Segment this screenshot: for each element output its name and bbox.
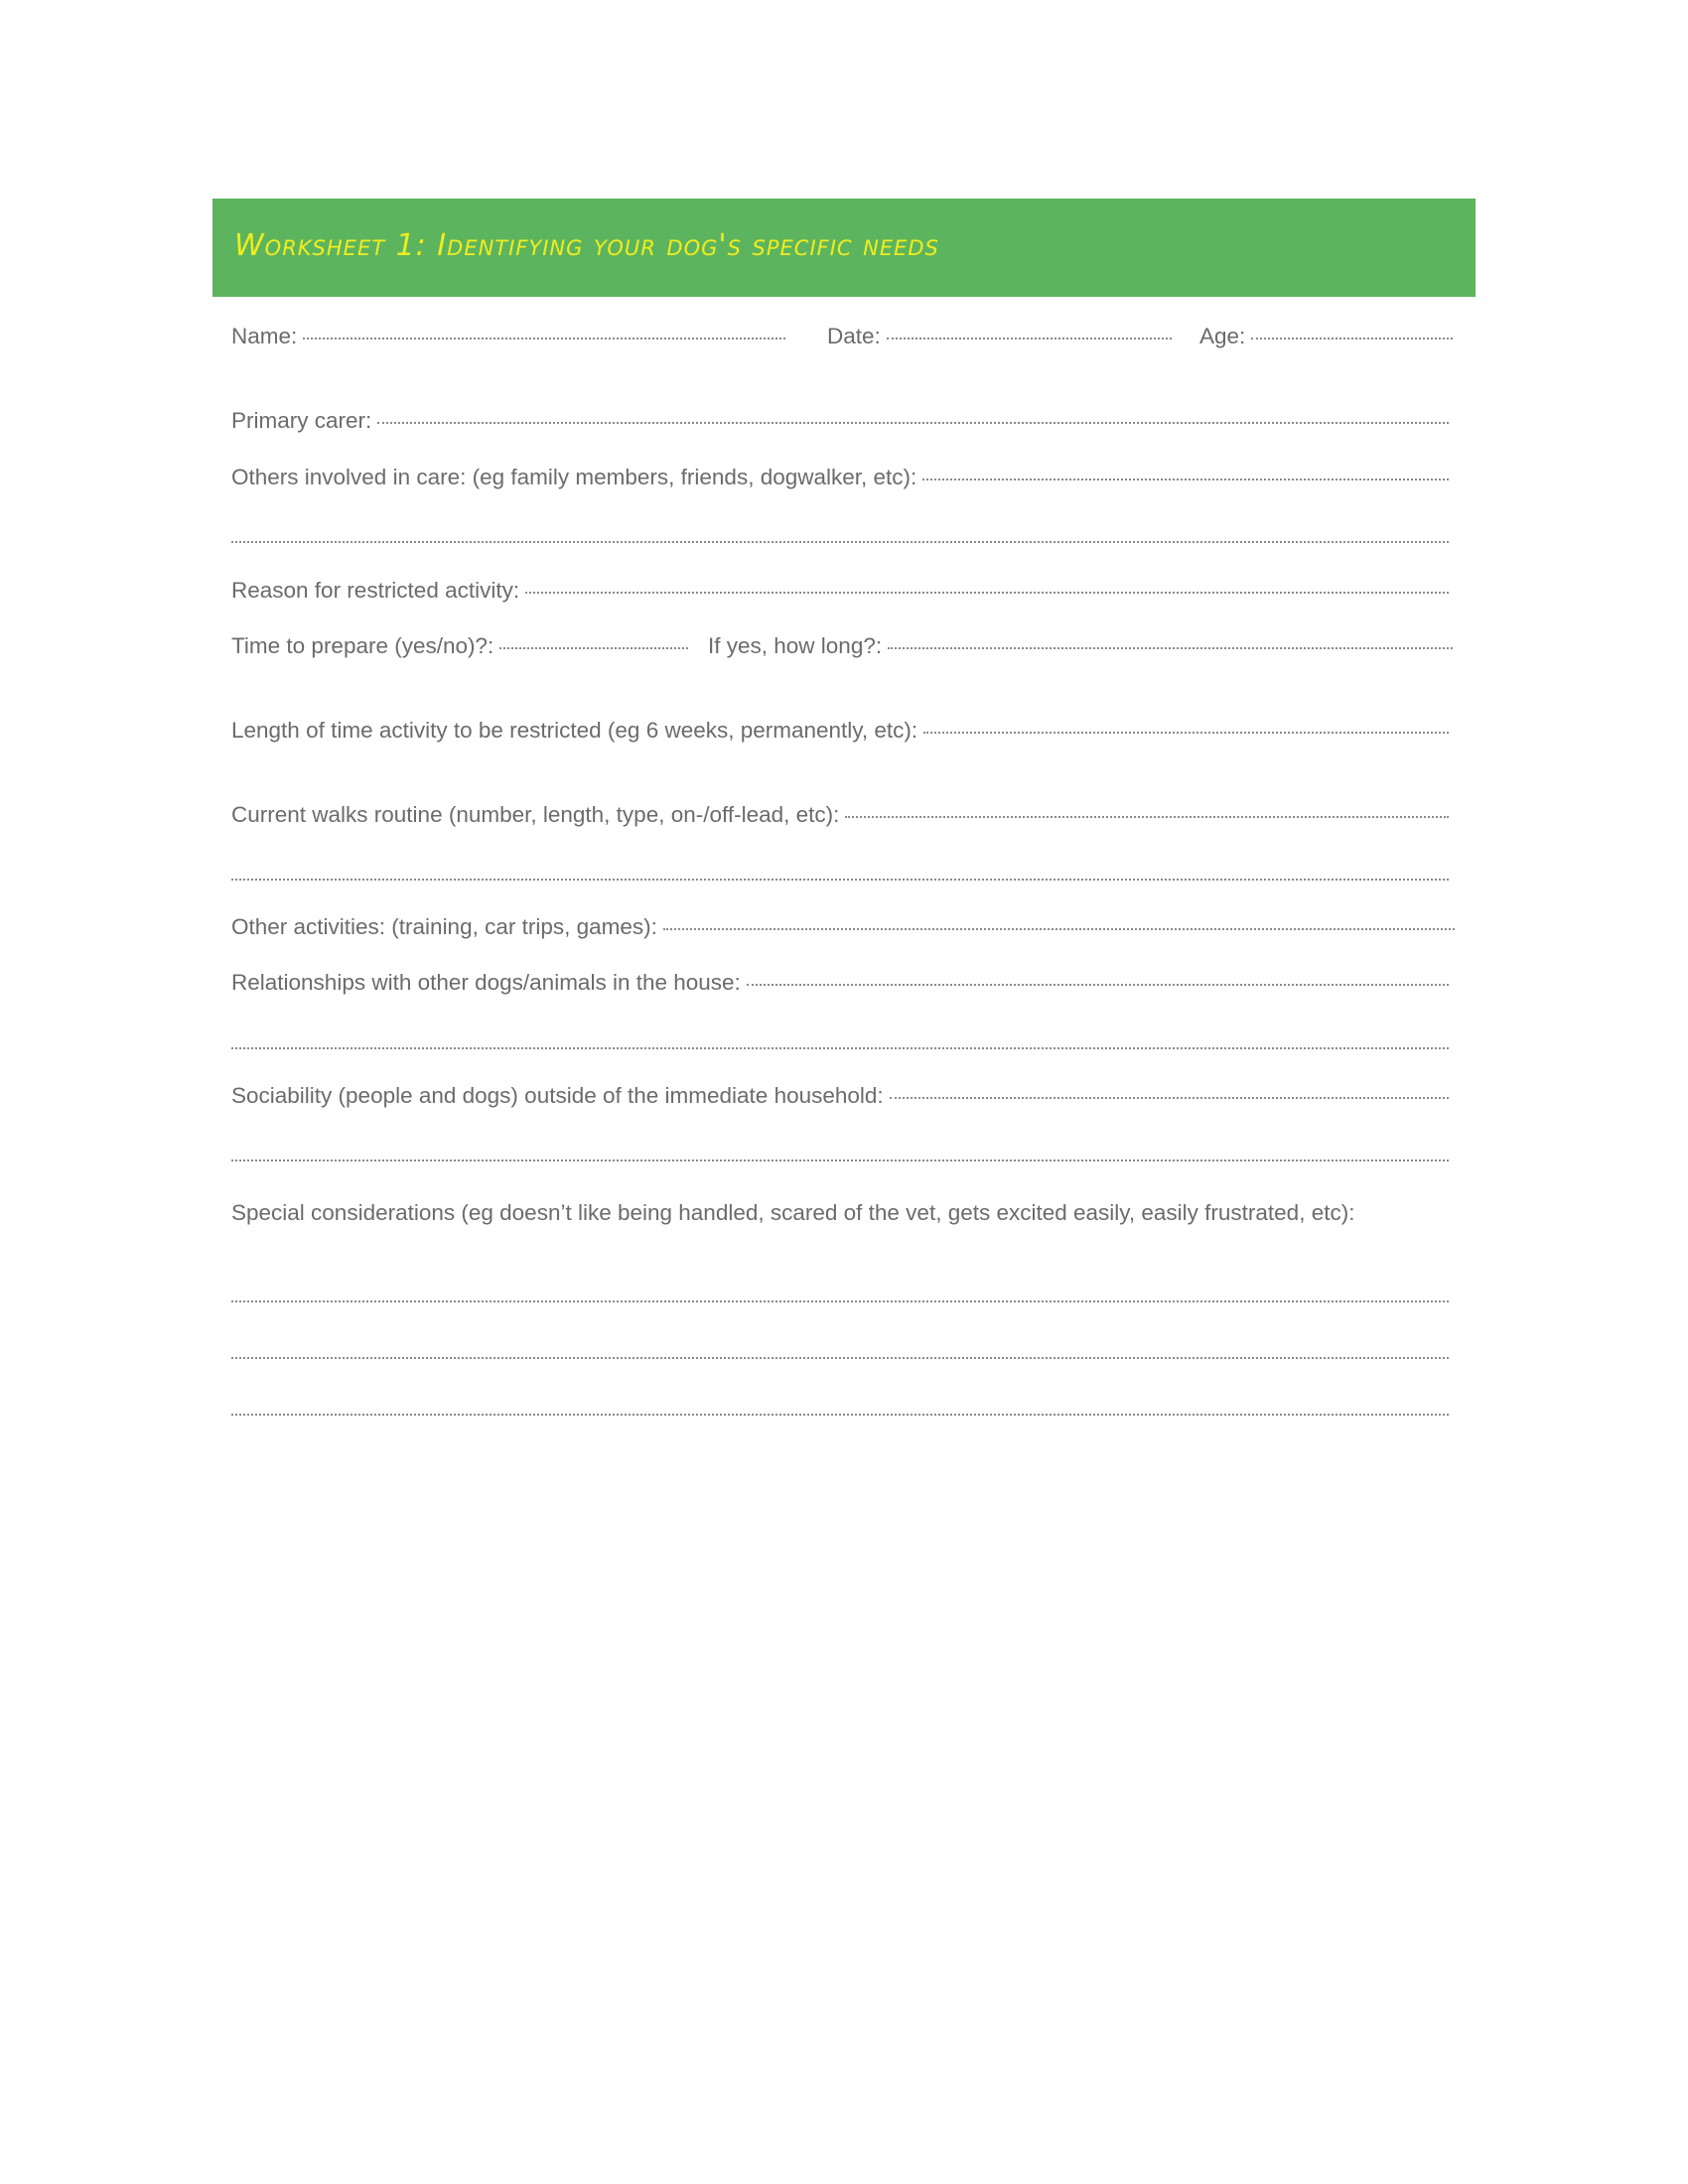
relationships-field[interactable] xyxy=(231,970,1449,1010)
name-blank[interactable] xyxy=(303,338,785,340)
reason-restricted-field[interactable] xyxy=(231,578,1449,617)
name-label: Name: xyxy=(231,324,298,348)
current-walks-label: Current walks routine (number, length, type, on-/off-lead, etc): xyxy=(231,802,840,827)
how-long-label: If yes, how long?: xyxy=(708,633,883,658)
special-considerations-line-2[interactable] xyxy=(231,1357,1449,1359)
others-involved-field[interactable] xyxy=(231,465,1449,504)
other-activities-label: Other activities: (training, car trips, games): xyxy=(231,914,657,939)
how-long-field[interactable] xyxy=(708,633,1453,659)
primary-carer-blank[interactable] xyxy=(377,422,1449,424)
date-blank[interactable] xyxy=(887,338,1172,340)
primary-carer-label: Primary carer: xyxy=(231,408,372,433)
primary-carer-field[interactable] xyxy=(231,408,1449,448)
time-to-prepare-label: Time to prepare (yes/no)?: xyxy=(231,633,494,658)
current-walks-blank[interactable] xyxy=(845,816,1449,818)
special-considerations-line-1[interactable] xyxy=(231,1300,1449,1302)
relationships-blank[interactable] xyxy=(747,984,1449,986)
others-involved-extra-line[interactable] xyxy=(231,541,1449,543)
time-to-prepare-field[interactable] xyxy=(231,633,708,659)
age-blank[interactable] xyxy=(1251,338,1453,340)
reason-restricted-blank[interactable] xyxy=(525,592,1449,594)
age-field[interactable] xyxy=(1199,324,1453,349)
length-of-time-blank[interactable] xyxy=(923,732,1449,734)
relationships-extra-line[interactable] xyxy=(231,1047,1449,1049)
age-label: Age: xyxy=(1199,324,1246,348)
current-walks-field[interactable] xyxy=(231,802,1449,842)
row-name-date-age xyxy=(231,324,1453,363)
sociability-field[interactable] xyxy=(231,1083,1449,1123)
worksheet-header-band xyxy=(212,199,1476,297)
special-considerations-line-3[interactable] xyxy=(231,1414,1449,1416)
sociability-blank[interactable] xyxy=(890,1097,1449,1099)
others-involved-label: Others involved in care: (eg family members, friends, dogwalker, etc): xyxy=(231,465,917,489)
date-field[interactable] xyxy=(827,324,1199,349)
worksheet-title: Worksheet 1: Identifying your dog's specific needs xyxy=(234,228,939,263)
name-field[interactable] xyxy=(231,324,827,349)
row-time-to-prepare xyxy=(231,633,1453,673)
sociability-extra-line[interactable] xyxy=(231,1160,1449,1161)
other-activities-field[interactable] xyxy=(231,914,1455,954)
other-activities-blank[interactable] xyxy=(663,928,1455,930)
reason-restricted-label: Reason for restricted activity: xyxy=(231,578,520,603)
length-of-time-label: Length of time activity to be restricted (eg 6 weeks, permanently, etc): xyxy=(231,718,918,743)
length-of-time-field[interactable] xyxy=(231,718,1449,757)
sociability-label: Sociability (people and dogs) outside of the immediate household: xyxy=(231,1083,884,1108)
time-to-prepare-blank[interactable] xyxy=(499,647,688,649)
how-long-blank[interactable] xyxy=(888,647,1453,649)
relationships-label: Relationships with other dogs/animals in the house: xyxy=(231,970,741,995)
special-considerations-label: Special considerations (eg doesn’t like being handled, scared of the vet, gets excited easily, easily frustrated, etc): xyxy=(231,1200,1355,1225)
current-walks-extra-line[interactable] xyxy=(231,879,1449,881)
date-label: Date: xyxy=(827,324,881,348)
others-involved-blank[interactable] xyxy=(922,478,1449,480)
